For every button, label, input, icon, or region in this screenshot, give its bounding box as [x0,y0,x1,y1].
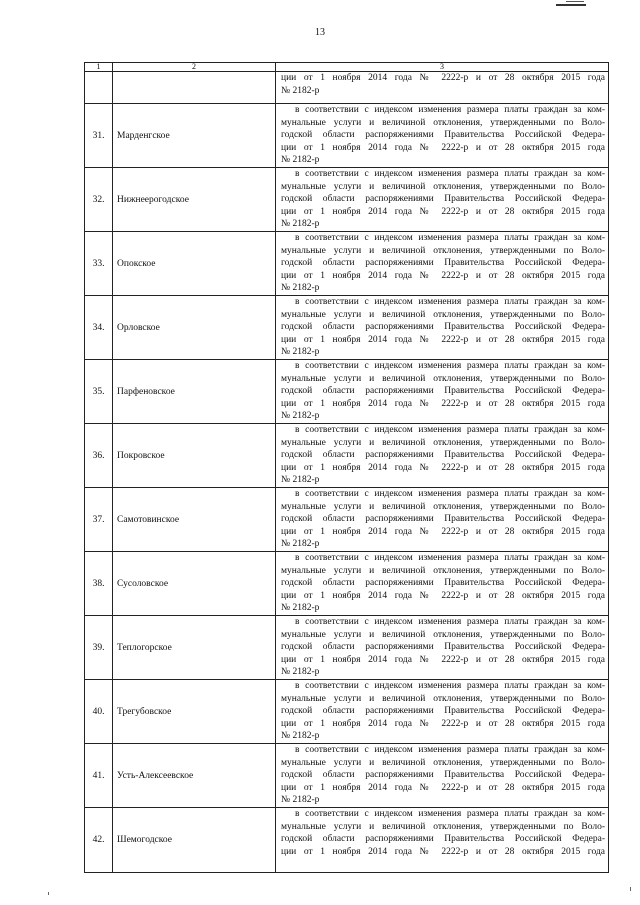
basis-text-cell [276,168,609,232]
table-row [85,808,609,873]
text-line: ции от 1 ноября 2014 года № 2222-р и от 28 октября 2015 года [281,718,605,729]
text-line: мунальные услуги и величиной отклонения, утвержденными по Воло- [281,629,605,640]
text-line: годской области распоряжениями Правительства Российской Федера- [281,578,605,589]
text-line: № 2182-р [281,475,320,486]
header-cell: 3 [276,63,609,72]
text-line: в соответствии с индексом изменения размера платы граждан за ком- [295,105,605,115]
table-row [85,552,609,616]
text-line: № 2182-р [281,795,320,806]
basis-text-cell [276,232,609,296]
text-line: № 2182-р [281,219,320,230]
text-line: в соответствии с индексом изменения размера платы граждан за ком- [295,489,605,499]
scan-mark [630,887,631,891]
text-line: ции от 1 ноября 2014 года № 2222-р и от 28 октября 2015 года [281,142,605,153]
row-number-cell: 34. [85,296,113,360]
settlement-name-cell: Усть-Алексеевское [113,744,276,808]
text-line: ции от 1 ноября 2014 года № 2222-р и от 28 октября 2015 года [281,73,605,83]
text-line: ции от 1 ноября 2014 года № 2222-р и от 28 октября 2015 года [281,782,605,793]
text-line: мунальные услуги и величиной отклонения, утвержденными по Воло- [281,693,605,704]
table-row [85,744,609,808]
basis-text-cell [276,744,609,808]
table-row [85,360,609,424]
basis-text-cell [276,296,609,360]
text-line: годской области распоряжениями Правительства Российской Федера- [281,642,605,653]
budget-table [84,62,609,873]
text-line: годской области распоряжениями Правительства Российской Федера- [281,514,605,525]
text-line: ции от 1 ноября 2014 года № 2222-р и от 28 октября 2015 года [281,846,605,857]
text-line: мунальные услуги и величиной отклонения, утвержденными по Воло- [281,501,605,512]
header-cell: 2 [113,63,276,72]
basis-text-cell [276,680,609,744]
page-number: 13 [315,27,325,38]
settlement-name-cell: Сусоловское [113,552,276,616]
text-line: ции от 1 ноября 2014 года № 2222-р и от 28 октября 2015 года [281,526,605,537]
text-line: № 2182-р [281,731,320,742]
text-line: мунальные услуги и величиной отклонения, утвержденными по Воло- [281,309,605,320]
settlement-name-cell: Орловское [113,296,276,360]
scan-mark [48,892,49,895]
table-row [85,168,609,232]
basis-text-cell [276,552,609,616]
text-line: ции от 1 ноября 2014 года № 2222-р и от 28 октября 2015 года [281,654,605,665]
text-line: мунальные услуги и величиной отклонения, утвержденными по Воло- [281,437,605,448]
text-line: ции от 1 ноября 2014 года № 2222-р и от 28 октября 2015 года [281,590,605,601]
text-line: в соответствии с индексом изменения размера платы граждан за ком- [295,425,605,435]
text-line: мунальные услуги и величиной отклонения, утвержденными по Воло- [281,245,605,256]
basis-text-cell [276,104,609,168]
table-row [85,72,609,104]
settlement-name-cell: Парфеновское [113,360,276,424]
table-row [85,424,609,488]
settlement-name-cell: Шемогодское [113,808,276,873]
row-number-cell: 37. [85,488,113,552]
text-line: № 2182-р [281,347,320,358]
row-number-cell [85,72,113,104]
text-line: годской области распоряжениями Правительства Российской Федера- [281,194,605,205]
text-line: в соответствии с индексом изменения размера платы граждан за ком- [295,809,605,819]
row-number-cell: 36. [85,424,113,488]
text-line: в соответствии с индексом изменения размера платы граждан за ком- [295,617,605,627]
text-line: ции от 1 ноября 2014 года № 2222-р и от 28 октября 2015 года [281,334,605,345]
scan-mark [556,4,586,6]
basis-text-cell [276,424,609,488]
text-line: годской области распоряжениями Правительства Российской Федера- [281,130,605,141]
text-line: мунальные услуги и величиной отклонения, утвержденными по Воло- [281,821,605,832]
text-line: № 2182-р [281,283,320,294]
settlement-name-cell: Нижнеерогодское [113,168,276,232]
text-line: годской области распоряжениями Правительства Российской Федера- [281,258,605,269]
text-line: годской области распоряжениями Правительства Российской Федера- [281,770,605,781]
scan-mark [566,1,584,2]
text-line: в соответствии с индексом изменения размера платы граждан за ком- [295,233,605,243]
row-number-cell: 38. [85,552,113,616]
settlement-name-cell: Самотовинское [113,488,276,552]
table-row [85,296,609,360]
text-line: годской области распоряжениями Правительства Российской Федера- [281,834,605,845]
text-line: в соответствии с индексом изменения размера платы граждан за ком- [295,169,605,179]
settlement-name-cell: Трегубовское [113,680,276,744]
basis-text-cell [276,488,609,552]
table-header-row [85,63,609,72]
text-line: № 2182-р [281,539,320,550]
settlement-name-cell: Опокское [113,232,276,296]
text-line: мунальные услуги и величиной отклонения, утвержденными по Воло- [281,181,605,192]
text-line: № 2182-р [281,155,320,166]
row-number-cell: 42. [85,808,113,873]
table-row [85,616,609,680]
text-line: годской области распоряжениями Правительства Российской Федера- [281,322,605,333]
row-number-cell: 35. [85,360,113,424]
text-line: ции от 1 ноября 2014 года № 2222-р и от 28 октября 2015 года [281,462,605,473]
basis-text-cell [276,72,609,104]
text-line: годской области распоряжениями Правительства Российской Федера- [281,706,605,717]
basis-text-cell [276,360,609,424]
settlement-name-cell [113,72,276,104]
row-number-cell: 40. [85,680,113,744]
table-row [85,232,609,296]
text-line: № 2182-р [281,411,320,422]
table-row [85,488,609,552]
text-line: в соответствии с индексом изменения размера платы граждан за ком- [295,553,605,563]
settlement-name-cell: Марденгское [113,104,276,168]
settlement-name-cell: Теплогорское [113,616,276,680]
table-row [85,680,609,744]
row-number-cell: 41. [85,744,113,808]
text-line: годской области распоряжениями Правительства Российской Федера- [281,386,605,397]
table-row [85,104,609,168]
basis-text-cell [276,808,609,873]
settlement-name-cell: Покровское [113,424,276,488]
text-line: ции от 1 ноября 2014 года № 2222-р и от 28 октября 2015 года [281,398,605,409]
row-number-cell: 31. [85,104,113,168]
text-line: мунальные услуги и величиной отклонения, утвержденными по Воло- [281,565,605,576]
text-line: № 2182-р [281,667,320,678]
text-line: № 2182-р [281,603,320,614]
row-number-cell: 39. [85,616,113,680]
text-line: ции от 1 ноября 2014 года № 2222-р и от 28 октября 2015 года [281,270,605,281]
text-line: годской области распоряжениями Правительства Российской Федера- [281,450,605,461]
row-number-cell: 32. [85,168,113,232]
text-line: № 2182-р [281,85,320,96]
text-line: в соответствии с индексом изменения размера платы граждан за ком- [295,297,605,307]
row-number-cell: 33. [85,232,113,296]
text-line: ции от 1 ноября 2014 года № 2222-р и от 28 октября 2015 года [281,206,605,217]
text-line: мунальные услуги и величиной отклонения, утвержденными по Воло- [281,373,605,384]
text-line: в соответствии с индексом изменения размера платы граждан за ком- [295,361,605,371]
header-cell: 1 [85,63,113,72]
text-line: в соответствии с индексом изменения размера платы граждан за ком- [295,681,605,691]
text-line: мунальные услуги и величиной отклонения, утвержденными по Воло- [281,757,605,768]
text-line: мунальные услуги и величиной отклонения, утвержденными по Воло- [281,117,605,128]
basis-text-cell [276,616,609,680]
text-line: в соответствии с индексом изменения размера платы граждан за ком- [295,745,605,755]
